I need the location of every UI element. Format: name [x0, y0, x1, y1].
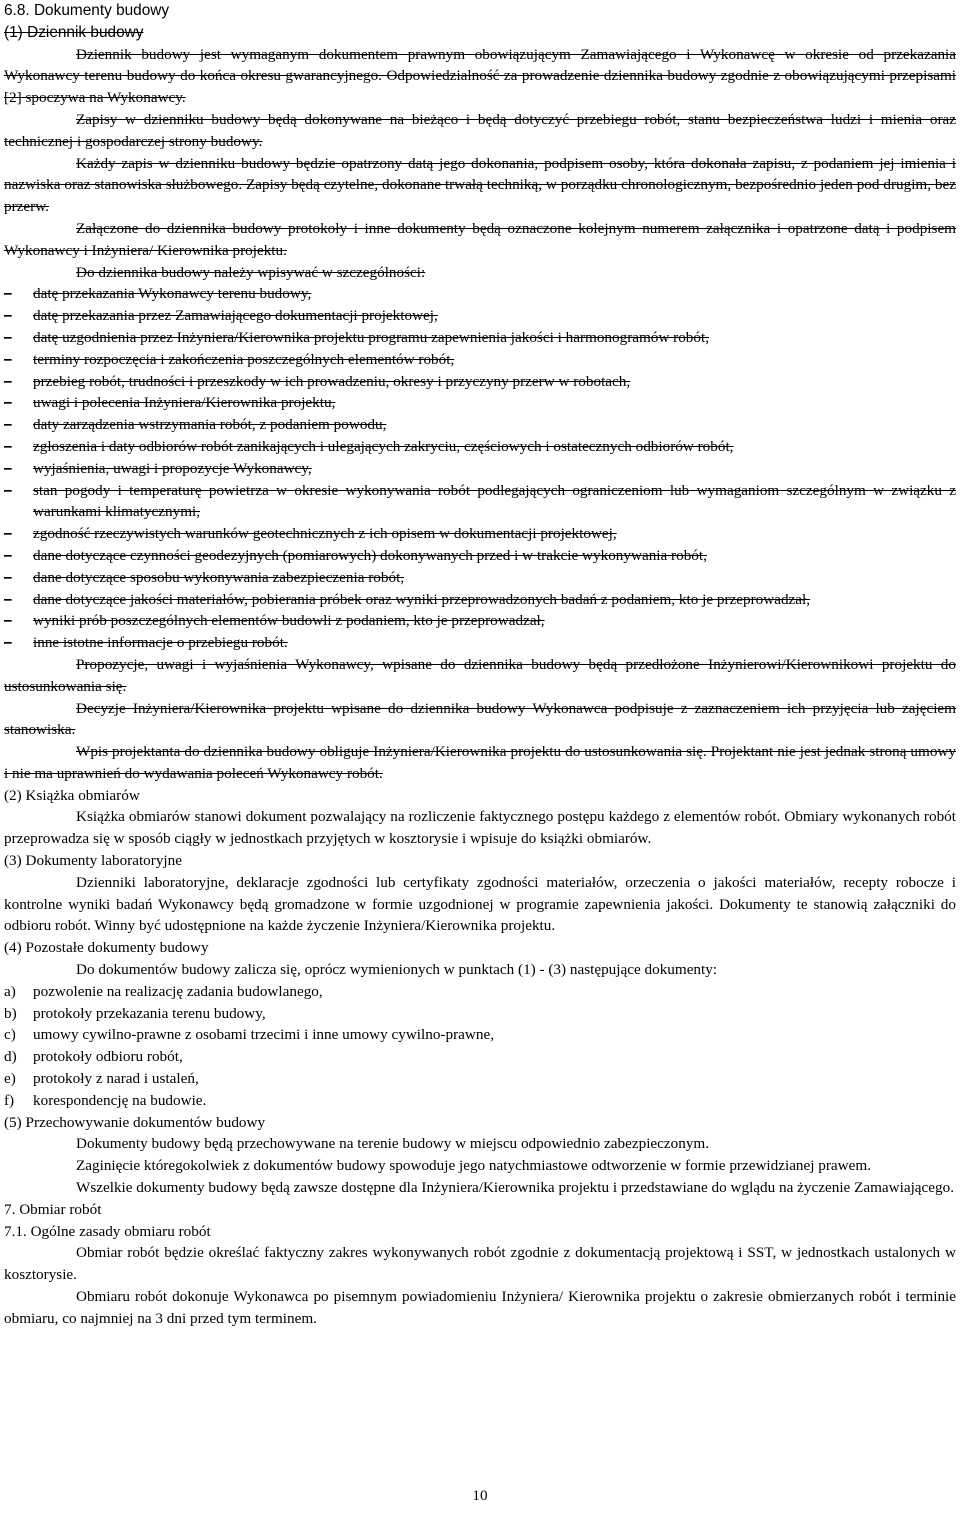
subsection-heading-4: (4) Pozostałe dokumenty budowy: [4, 939, 209, 957]
list-marker: –: [4, 568, 12, 586]
list-marker: –: [4, 481, 12, 499]
paragraph: Dzienniki laboratoryjne, deklaracje zgodności lub certyfikaty zgodności materiałów, orzeczenia o jakości materiałów, recepty robocze i kontrolne wyniki badań Wykonawcy będą gromadzone w formie uzgodnionej w programie zapewnienia jakości. Dokumenty te stanowią załączniki do odbioru robót. Winny być udostępnione na każde życzenie Inżyniera/Kierownika projektu.: [4, 873, 956, 935]
subsection-heading-1: (1) Dziennik budowy: [4, 23, 144, 41]
list-item-text: protokoły odbioru robót,: [33, 1048, 183, 1066]
list-marker: –: [4, 372, 12, 390]
list-item-text: umowy cywilno-prawne z osobami trzecimi i inne umowy cywilno-prawne,: [33, 1026, 494, 1044]
dash-list-item: [4, 523, 956, 545]
list-marker: –: [4, 590, 12, 608]
dash-list-item: [4, 414, 956, 436]
dash-list-item: [4, 349, 956, 371]
subsection-heading-5: (5) Przechowywanie dokumentów budowy: [4, 1113, 266, 1131]
list-marker: f): [4, 1091, 15, 1109]
list-item-text: datę przekazania przez Zamawiającego dokumentacji projektowej,: [33, 307, 438, 325]
letter-list: [4, 981, 956, 1112]
list-marker: –: [4, 328, 12, 346]
list-item-text: stan pogody i temperaturę powietrza w okresie wykonywania robót podlegających ograniczeniom lub wymaganiom szczególnym w związku z warunkami klimatycznymi,: [33, 481, 956, 521]
dash-list-item: [4, 283, 956, 305]
list-item-text: uwagi i polecenia Inżyniera/Kierownika projektu,: [33, 394, 336, 412]
letter-list-item: [4, 1024, 956, 1046]
subsection-heading-2: (2) Książka obmiarów: [4, 786, 140, 804]
paragraph: Obmiaru robót dokonuje Wykonawca po pisemnym powiadomieniu Inżyniera/ Kierownika projektu o zakresie obmierzanych robót i terminie obmiaru, co najmniej na 3 dni przed tym terminem.: [4, 1288, 956, 1327]
letter-list-item: [4, 1046, 956, 1068]
section-heading-7: 7. Obmiar robót: [4, 1200, 102, 1218]
dash-list-item: [4, 567, 956, 589]
list-marker: a): [4, 982, 16, 1000]
dash-list-item: [4, 392, 956, 414]
dash-list-item: [4, 436, 956, 458]
letter-list-item: [4, 981, 956, 1003]
dash-list: [4, 283, 956, 654]
list-marker: d): [4, 1048, 17, 1066]
list-marker: c): [4, 1026, 16, 1044]
list-marker: –: [4, 546, 12, 564]
letter-list-item: [4, 1068, 956, 1090]
paragraph: Wpis projektanta do dziennika budowy obliguje Inżyniera/Kierownika projektu do ustosunkowania się. Projektant nie jest jednak stroną umowy i nie ma uprawnień do wydawania poleceń Wykonawcy robót.: [4, 743, 956, 782]
dash-list-item: [4, 632, 956, 654]
list-item-text: dane dotyczące czynności geodezyjnych (pomiarowych) dokonywanych przed i w trakcie wykonywania robót,: [33, 546, 707, 564]
list-marker: –: [4, 634, 12, 652]
list-item-text: dane dotyczące sposobu wykonywania zabezpieczenia robót,: [33, 568, 405, 586]
dash-list-item: [4, 327, 956, 349]
paragraph: Załączone do dziennika budowy protokoły i inne dokumenty będą oznaczone kolejnym numerem załącznika i opatrzone datą i podpisem Wykonawcy i Inżyniera/ Kierownika projektu.: [4, 219, 956, 259]
list-item-text: datę przekazania Wykonawcy terenu budowy,: [33, 285, 312, 303]
list-marker: –: [4, 612, 12, 630]
dash-list-item: [4, 545, 956, 567]
paragraph: Decyzje Inżyniera/Kierownika projektu wpisane do dziennika budowy Wykonawca podpisuje z zaznaczeniem ich przyjęcia lub zajęciem stanowiska.: [4, 699, 956, 739]
paragraph: Do dokumentów budowy zalicza się, oprócz wymienionych w punktach (1) - (3) następujące dokumenty:: [76, 961, 718, 979]
list-item-text: datę uzgodnienia przez Inżyniera/Kierownika projektu programu zapewnienia jakości i harmonogramów robót,: [33, 328, 710, 346]
list-item-text: protokoły z narad i ustaleń,: [33, 1070, 199, 1088]
dash-list-item: [4, 371, 956, 393]
letter-list-item: [4, 1003, 956, 1025]
list-item-text: inne istotne informacje o przebiegu robót.: [33, 634, 288, 652]
list-marker: b): [4, 1004, 17, 1022]
dash-list-item: [4, 610, 956, 632]
list-item-text: terminy rozpoczęcia i zakończenia poszczególnych elementów robót,: [33, 350, 455, 368]
list-item-text: protokoły przekazania terenu budowy,: [33, 1004, 266, 1022]
document-page: [4, 0, 956, 1330]
list-marker: –: [4, 459, 12, 477]
list-item-text: przebieg robót, trudności i przeszkody w ich prowadzeniu, okresy i przyczyny przerw w robotach,: [33, 372, 631, 390]
paragraph: Wszelkie dokumenty budowy będą zawsze dostępne dla Inżyniera/Kierownika projektu i przedstawiane do wglądu na życzenie Zamawiającego.: [76, 1179, 954, 1197]
letter-list-item: [4, 1090, 956, 1112]
list-item-text: wyniki prób poszczególnych elementów budowli z podaniem, kto je przeprowadzał,: [33, 612, 545, 630]
page-number: 10: [472, 1487, 488, 1504]
paragraph: Dziennik budowy jest wymaganym dokumentem prawnym obowiązującym Zamawiającego i Wykonawcę w okresie od przekazania Wykonawcy terenu budowy do końca okresu gwarancyjnego. Odpowiedzialność za prowadzenie dziennika budowy zgodnie z obowiązującymi przepisami [2] spoczywa na Wykonawcy.: [4, 45, 956, 107]
list-marker: –: [4, 394, 12, 412]
list-marker: –: [4, 285, 12, 303]
list-item-text: daty zarządzenia wstrzymania robót, z podaniem powodu,: [33, 416, 387, 434]
list-marker: –: [4, 307, 12, 325]
paragraph: Obmiar robót będzie określać faktyczny zakres wykonywanych robót zgodnie z dokumentacją projektową i SST, w jednostkach ustalonych w kosztorysie.: [4, 1244, 956, 1284]
list-item-text: pozwolenie na realizację zadania budowlanego,: [33, 982, 323, 1000]
struck-section-dziennik: [4, 22, 956, 785]
list-marker: –: [4, 350, 12, 368]
dash-list-item: [4, 305, 956, 327]
list-item-text: zgłoszenia i daty odbiorów robót zanikających i ulegających zakryciu, częściowych i ostatecznych odbiorów robót,: [33, 437, 734, 455]
paragraph: Do dziennika budowy należy wpisywać w szczególności:: [76, 263, 426, 281]
dash-list-item: [4, 458, 956, 480]
list-marker: –: [4, 416, 12, 434]
paragraph: Propozycje, uwagi i wyjaśnienia Wykonawcy, wpisane do dziennika budowy będą przedłożone Inżynierowi/Kierownikowi projektu do ustosunkowania się.: [4, 655, 956, 695]
paragraph: Zaginięcie któregokolwiek z dokumentów budowy spowoduje jego natychmiastowe odtworzenie w formie przewidzianej prawem.: [76, 1157, 871, 1175]
list-item-text: zgodność rzeczywistych warunków geotechnicznych z ich opisem w dokumentacji projektowej,: [33, 525, 617, 543]
list-marker: –: [4, 525, 12, 543]
paragraph: Zapisy w dzienniku budowy będą dokonywane na bieżąco i będą dotyczyć przebiegu robót, stanu bezpieczeństwa ludzi i mienia oraz technicznej i gospodarczej strony budowy.: [4, 110, 956, 150]
paragraph: Dokumenty budowy będą przechowywane na terenie budowy w miejscu odpowiednio zabezpieczonym.: [76, 1135, 710, 1153]
list-marker: –: [4, 437, 12, 455]
list-item-text: korespondencję na budowie.: [33, 1091, 207, 1109]
subsection-heading-3: (3) Dokumenty laboratoryjne: [4, 852, 182, 870]
list-item-text: dane dotyczące jakości materiałów, pobierania próbek oraz wyniki przeprowadzonych badań z podaniem, kto je przeprowadzał,: [33, 590, 811, 608]
list-marker: e): [4, 1070, 16, 1088]
paragraph: Książka obmiarów stanowi dokument pozwalający na rozliczenie faktycznego postępu każdego z elementów robót. Obmiary wykonanych robót przeprowadza się w sposób ciągły w jednostkach przyjętych w kosztorysie i wpisuje do książki obmiarów.: [4, 808, 956, 848]
dash-list-item: [4, 480, 956, 524]
section-heading-7-1: 7.1. Ogólne zasady obmiaru robót: [4, 1222, 211, 1240]
list-item-text: wyjaśnienia, uwagi i propozycje Wykonawcy,: [33, 459, 312, 477]
paragraph: Każdy zapis w dzienniku budowy będzie opatrzony datą jego dokonania, podpisem osoby, która dokonała zapisu, z podaniem jej imienia i nazwiska oraz stanowiska służbowego. Zapisy będą czytelne, dokonane trwałą techniką, w porządku chronologicznym, bezpośrednio jeden pod drugim, bez przerw.: [4, 154, 956, 216]
dash-list-item: [4, 589, 956, 611]
section-heading-6-8: 6.8. Dokumenty budowy: [4, 2, 170, 19]
